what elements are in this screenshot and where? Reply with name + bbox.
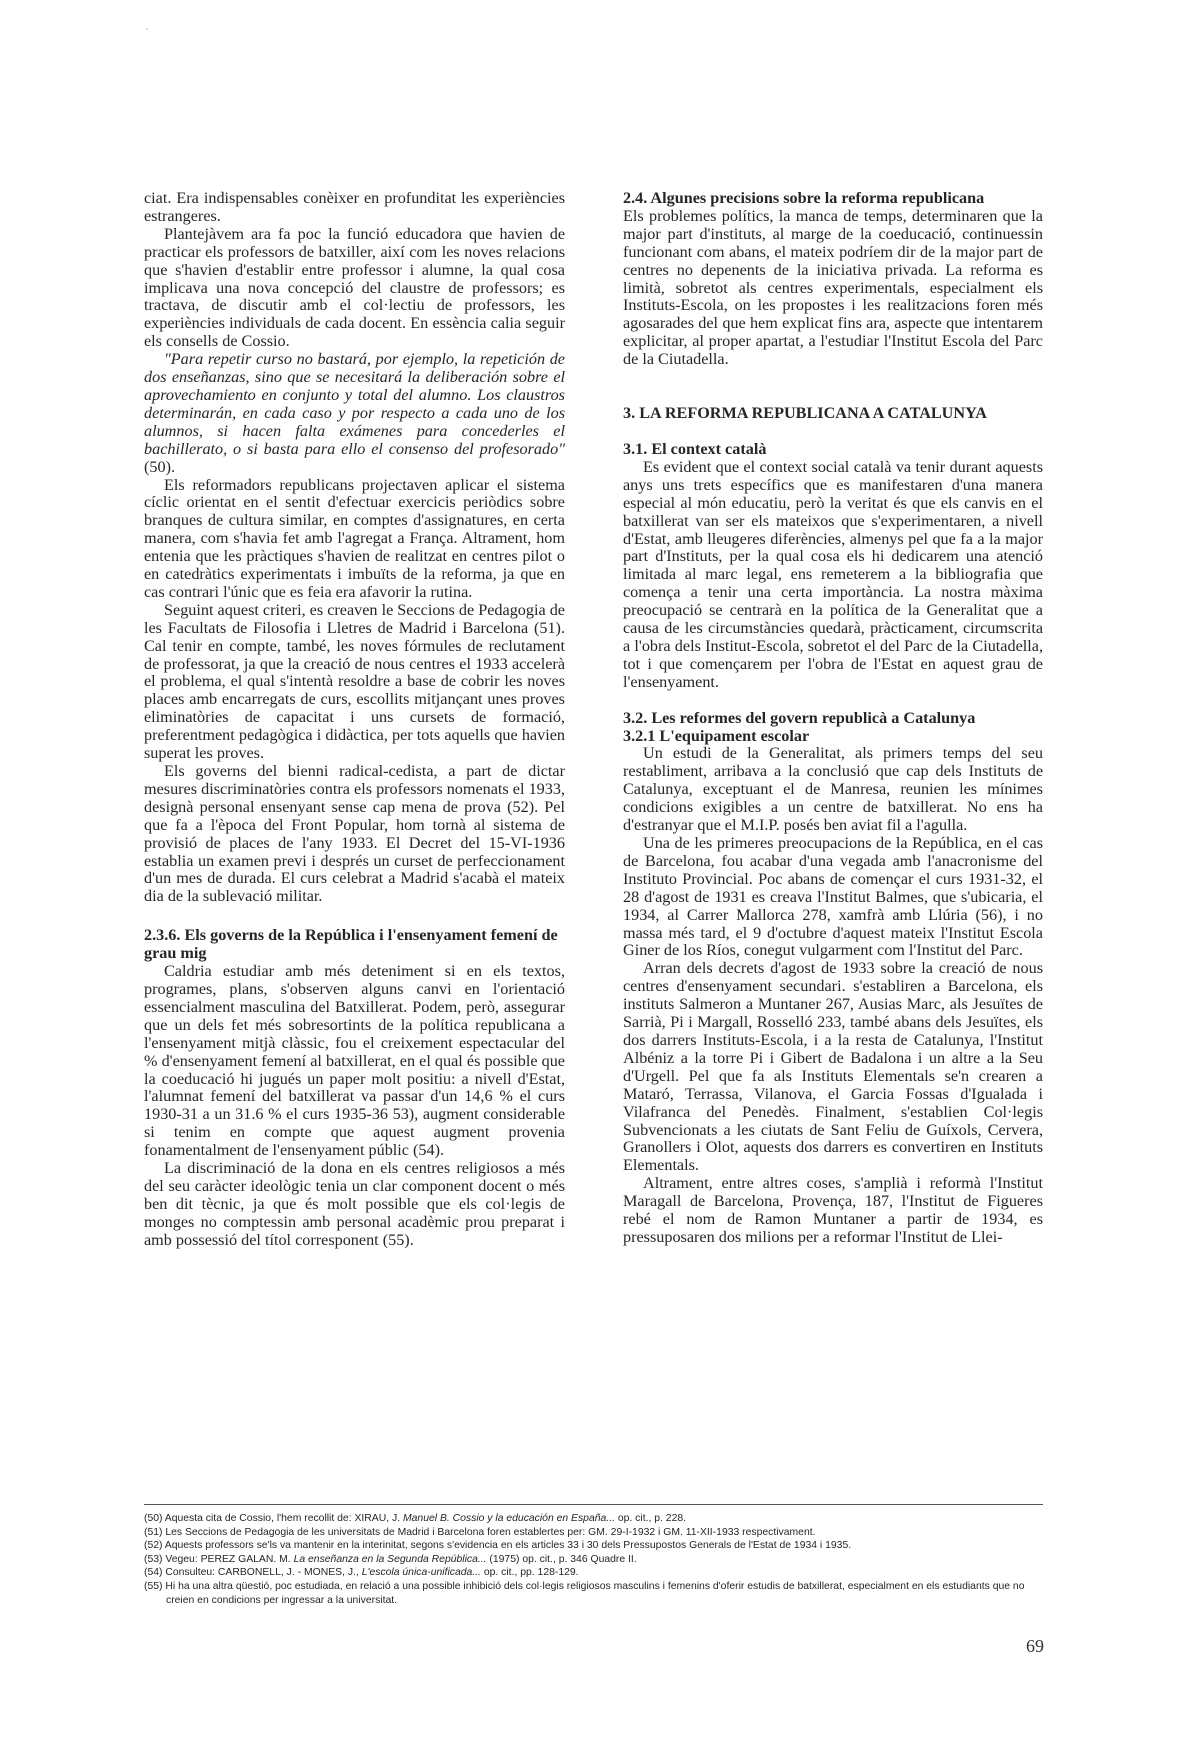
paragraph: ciat. Era indispensables conèixer en profunditat les experiències estrangeres. (144, 189, 565, 225)
footnote-54: (54) Consulteu: CARBONELL, J. - MONES, J., L'escola única-unificada... op. cit., pp. 128-129. (144, 1567, 579, 1579)
section-heading-2-4: 2.4. Algunes precisions sobre la reforma republicana (623, 189, 985, 207)
paragraph: Altrament, entre altres coses, s'amplià i reformà l'Institut Maragall de Barcelona, Provença, 187, l'Institut de Figueres rebé el nom de Ramon Muntaner a partir de 1934, es pressuposaren dos milions per a reformar l'Institut de Llei- (623, 1174, 1043, 1246)
section-heading-3-1: 3.1. El context català (623, 439, 767, 458)
page-number: 69 (1026, 1636, 1044, 1656)
cossio-quote: "Para repetir curso no bastará, por ejemplo, la repetición de dos enseñanzas, sino que se necesitará la deliberación sobre el aprovechamiento en conjunto y total del alumno. Los claustros determinarán, en cada caso y por respecto a cada uno de los alumnos, si hacen falta exámenes para concederles el bachillerato, o si basta para ello el consenso del profesorado" (144, 350, 565, 458)
quote-reference: (50). (144, 457, 176, 476)
left-column (144, 190, 565, 1250)
footnote-52: (52) Aquests professors se'ls va mantenir en la interinitat, segons s'evidencia en els articles 33 i 30 dels Pressupostos Generals de l'Estat de 1934 i 1935. (144, 1540, 852, 1552)
paragraph: Es evident que el context social català va tenir durant aquests anys uns trets específics que es manifestaren d'una manera especial al món educatiu, però la veritat és que els canvis en el batxillerat van ser els mateixos que s'experimentaren, a nivell d'Estat, amb lleugeres diferències, almenys pel que fa a la major part d'Instituts, per la qual cosa els hi dedicarem una atenció limitada al marc legal, ens remeterem a la bibliografia que comença a tenir una certa importància. La nostra màxima preocupació se centrarà en la política de la Generalitat que a causa de les circumstàncies quedarà, pràcticament, circumscrita a l'obra dels Institut-Escola, sobretot el del Parc de la Ciutadella, tot i que començarem per l'obra de l'Estat en aquest grau de l'ensenyament. (623, 457, 1043, 691)
paragraph: Seguint aquest criteri, es creaven le Seccions de Pedagogia de les Facultats de Filosofia i Lletres de Madrid i Barcelona (51). Cal tenir en compte, també, les noves fórmules de reclutament de professorat, ja que la creació de nous centres el 1933 accelerà el problema, el qual s'intentà resoldre a base de cobrir les noves places amb encarregats de curs, escollits mitjançant unes proves eliminatòries de capacitat i uns cursets de formació, preferentment pedagògica i didàctica, per tots aquells que havien superat les proves. (144, 600, 565, 763)
footnote-50: (50) Aquesta cita de Cossio, l'hem recollit de: XIRAU, J. Manuel B. Cossio y la educación en España... op. cit., p. 228. (144, 1513, 687, 1524)
paragraph: Els governs del bienni radical-cedista, a part de dictar mesures discriminatòries contra els professors nomenats el 1933, designà personal ensenyant sense cap mena de prova (52). Pel que fa a l'època del Front Popular, hom tornà al sistema de provisió de places de l'any 1933. El Decret del 15-VI-1936 establia un examen previ i després un curset de perfeccionament d'un mes de durada. El curs celebrat a Madrid s'acabà el mateix dia de la sublevació militar. (144, 762, 565, 906)
paragraph: La discriminació de la dona en els centres religiosos a més del seu caràcter ideològic tenia un clar component docent o més ben dit tècnic, ja que és molt possible que els col·legis de monges no comptessin amb personal acadèmic prou preparat i amb possessió del títol corresponent (55). (144, 1159, 565, 1249)
quote-paragraph (144, 351, 565, 476)
paragraph: Una de les primeres preocupacions de la República, en el cas de Barcelona, fou acabar d'una vegada amb l'anacronisme del Instituto Provincial. Poc abans de començar el curs 1931-32, el 28 d'agost de 1931 es creava l'Institut Balmes, que s'ubicaria, el 1934, al Carrer Mallorca 278, xamfrà amb Llúria (56), i no massa més tard, el 9 d'octubre d'aquest mateix l'Institut Escola Giner de los Ríos, conegut vulgarment com l'Institut del Parc. (623, 834, 1043, 960)
right-column (623, 190, 1043, 1247)
paragraph: Plantejàvem ara fa poc la funció educadora que havien de practicar els professors de batxiller, així com les noves relacions que s'havien d'establir entre professor i alumne, la qual cosa implicava una nova concepció del claustre de professors; es tractava, de discutir amb el col·lectiu de professors, les experiències individuals de cada docent. En essència calia seguir els consells de Cossio. (144, 224, 565, 351)
paragraph: Els problemes polítics, la manca de temps, determinaren que la major part d'instituts, al marge de la coeducació, continuessin funcionant com abans, el mateix podríem dir de la major part de centres no depenents de la iniciativa privada. La reforma es limità, sobretot als centres experimentals, especialment els Instituts-Escola, on les propostes i les realitzacions foren més agosarades del que hem explicat fins ara, aspecte que intentarem explicitar, al proper apartat, a l'estudiar l'Institut Escola del Parc de la Ciutadella. (623, 206, 1043, 369)
section-heading-3-2: 3.2. Les reformes del govern republicà a Catalunya (623, 708, 976, 727)
footnote-divider (144, 1504, 1043, 1505)
paragraph: Arran dels decrets d'agost de 1933 sobre la creació de nous centres d'ensenyament secundari. s'establiren a Barcelona, els instituts Salmeron a Muntaner 267, Ausias Marc, als Jesuïtes de Sarrià, Pi i Margall, Rosselló 233, també abans dels Jesuïtes, els dos darrers Instituts-Escola, i a la resta de Catalunya, l'Institut Albéniz a la torre Pi i Gibert de Badalona i un altre a la Seu d'Urgell. Pel que fa als Instituts Elementals se'n crearen a Mataró, Terrassa, Vilanova, el Garcia Fossas d'Igualada i Vilafranca del Penedès. Finalment, s'establien Col·legis Subvencionats a les ciutats de Sant Feliu de Guíxols, Cervera, Granollers i Olot, aquests dos darrers es convertiren en Instituts Elementals. (623, 959, 1043, 1175)
footnotes (144, 1512, 1043, 1607)
footnote-53: (53) Vegeu: PEREZ GALAN. M. La enseñanza en la Segunda República... (1975) op. cit., p. 346 Quadre II. (144, 1553, 637, 1565)
paragraph: Un estudi de la Generalitat, als primers temps del seu restabliment, arribava a la conclusió que cap dels Instituts de Catalunya, exceptuant el de Manresa, reunien les mínimes condicions exigibles a un centre de batxillerat. No ens ha d'estranyar que el M.I.P. posés ben aviat fil a l'agulla. (623, 744, 1043, 835)
paragraph: Caldria estudiar amb més deteniment si en els textos, programes, plans, s'observen alguns canvi en l'orientació essencialment masculina del Batxillerat. Podem, però, assegurar que un dels fet més sobresortints de la política republicana a l'ensenyament mitjà clàssic, fou el creixement espectacular del % d'ensenyament femení al batxillerat, en el qual és possible que la coeducació hi jugués un paper molt positiu: a nivell d'Estat, l'alumnat femení del batxillerat va passar d'un 14,6 % el curs 1930-31 a un 31.6 % el curs 1935-36 53), augment considerable si tenim en compte que aquest augment provenia fonamentalment de l'ensenyament públic (54). (144, 962, 565, 1160)
chapter-heading-3: 3. LA REFORMA REPUBLICANA A CATALUNYA (623, 404, 987, 423)
section-heading-2-3-6: 2.3.6. Els governs de la República i l'ensenyament femení de grau mig (144, 926, 558, 963)
paragraph: Els reformadors republicans projectaven aplicar el sistema cíclic orientat en el sentit d'efectuar exercicis periòdics sobre branques de cultura similar, en comptes d'assignatures, en certa manera, com s'havia fet amb l'agregat a França. Altrament, hom entenia que les pràctiques s'havien de realitzat en centres pilot o en catedràtics experimentats i imbuïts de la reforma, ja que en cas contrari l'únic que es feia era afavorir la rutina. (144, 475, 565, 601)
section-heading-3-2-1: 3.2.1 L'equipament escolar (623, 726, 810, 745)
scan-speck (146, 28, 148, 30)
footnote-55: (55) Hi ha una altra qüestió, poc estudiada, en relació a una possible inhibició dels col·legis religiosos masculins i femenins d'oferir estudis de batxillerat, especialment en els estudiants que no creien en condicions per ingressar a la universitat. (144, 1580, 1025, 1606)
footnote-51: (51) Les Seccions de Pedagogia de les universitats de Madrid i Barcelona foren establertes per: GM. 29-I-1932 i GM. 11-XII-1933 respectivament. (144, 1526, 816, 1538)
